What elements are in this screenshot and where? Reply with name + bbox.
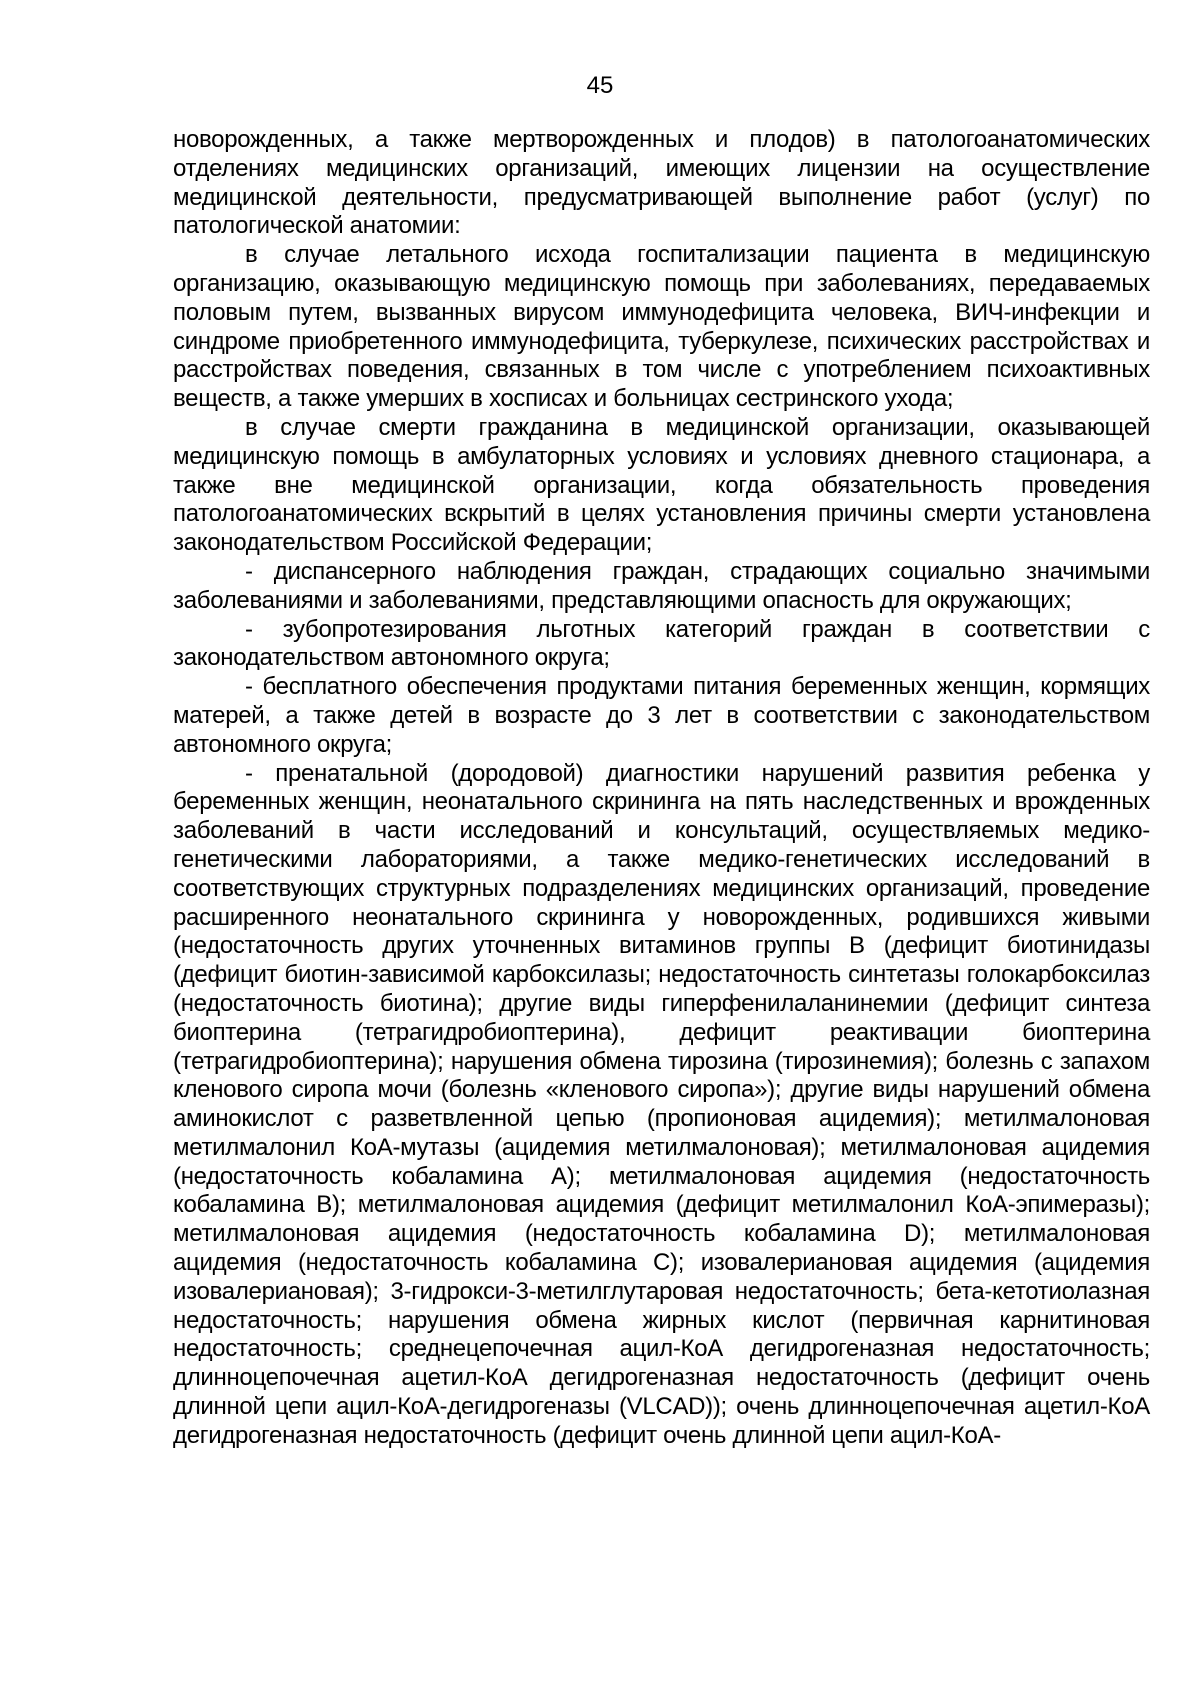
list-item-prenatal-diagnostics: - пренатальной (дородовой) диагностики нарушений развития ребенка у беременных женщин, неонатального скрининга на пять наследственных и врожденных заболеваний в части исследований и консультаций, осуществляемых медико-генетическими лабораториями, а также медико-генетических исследований в соответствующих структурных подразделениях медицинских организаций, проведение расширенного неонатального скрининга у новорожденных, родившихся живыми (недостаточность других уточненных витаминов группы B (дефицит биотинидазы (дефицит биотин-зависимой карбоксилазы; недостаточность синтетазы голокарбоксилаз (недостаточность биотина); другие виды гиперфенилаланинемии (дефицит синтеза биоптерина (тетрагидробиоптерина), дефицит реактивации биоптерина (тетрагидробиоптерина); нарушения обмена тирозина (тирозинемия); болезнь с запахом кленового сиропа мочи (болезнь «кленового сиропа»); другие виды нарушений обмена аминокислот с разветвленной цепью (пропионовая ацидемия); метилмалоновая метилмалонил КоА-мутазы (ацидемия метилмалоновая); метилмалоновая ацидемия (недостаточность кобаламина A); метилмалоновая ацидемия (недостаточность кобаламина B); метилмалоновая ацидемия (дефицит метилмалонил КоА-эпимеразы); метилмалоновая ацидемия (недостаточность кобаламина D); метилмалоновая ацидемия (недостаточность кобаламина C); изовалериановая ацидемия (ацидемия изовалериановая); 3-гидрокси-3-метилглутаровая недостаточность; бета-кетотиолазная недостаточность; нарушения обмена жирных кислот (первичная карнитиновая недостаточность; среднецепочечная ацил-КоА дегидрогеназная недостаточность; длинноцепочечная ацетил-КоА дегидрогеназная недостаточность (дефицит очень длинной цепи ацил-КоА-дегидрогеназы (VLCAD)); очень длинноцепочечная ацетил-КоА дегидрогеназная недостаточность (дефицит очень длинной цепи ацил-КоА- (173, 759, 1150, 1449)
document-body (173, 126, 1150, 1451)
paragraph-lethal-hospitalization: в случае летального исхода госпитализации пациента в медицинскую организацию, оказывающую медицинскую помощь при заболеваниях, передаваемых половым путем, вызванных вирусом иммунодефицита человека, ВИЧ-инфекции и синдроме приобретенного иммунодефицита, туберкулезе, психических расстройствах и расстройствах поведения, связанных в том числе с употреблением психоактивных веществ, а также умерших в хосписах и больницах сестринского ухода; (173, 241, 1150, 413)
list-item-dispensary-observation: - диспансерного наблюдения граждан, страдающих социально значимыми заболеваниями и заболеваниями, представляющими опасность для окружающих; (173, 557, 1150, 614)
list-item-dental-prosthetics: - зубопротезирования льготных категорий граждан в соответствии с законодательством автономного округа; (173, 615, 1150, 672)
page-number: 45 (586, 72, 614, 99)
paragraph-intro-continuation: новорожденных, а также мертворожденных и плодов) в патологоанатомических отделениях медицинских организаций, имеющих лицензии на осуществление медицинской деятельности, предусматривающей выполнение работ (услуг) по патологической анатомии: (173, 126, 1150, 240)
list-item-free-food-provision: - бесплатного обеспечения продуктами питания беременных женщин, кормящих матерей, а также детей в возрасте до 3 лет в соответствии с законодательством автономного округа; (173, 673, 1150, 758)
paragraph-death-outpatient: в случае смерти гражданина в медицинской организации, оказывающей медицинскую помощь в амбулаторных условиях и условиях дневного стационара, а также вне медицинской организации, когда обязательность проведения патологоанатомических вскрытий в целях установления причины смерти установлена законодательством Российской Федерации; (173, 413, 1150, 557)
